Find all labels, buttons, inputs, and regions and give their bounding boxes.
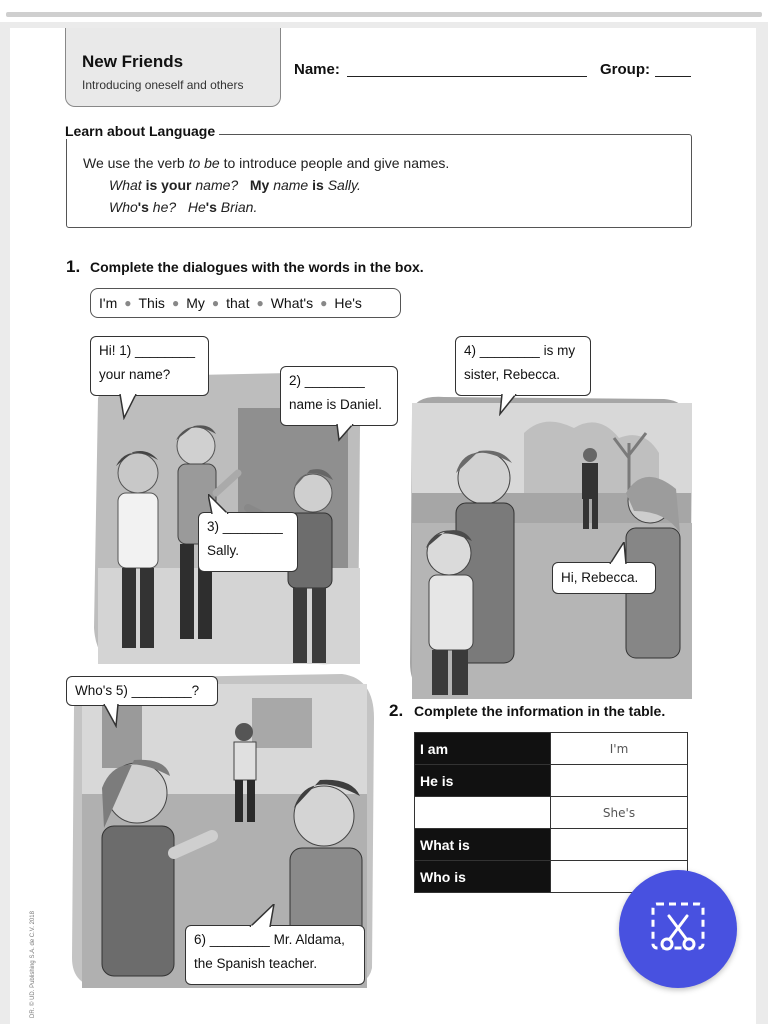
table-row [415, 765, 688, 797]
verb-contraction-table [414, 732, 688, 893]
bubble-text: your name? [99, 367, 171, 382]
table-cell-contraction[interactable] [551, 829, 688, 861]
bubble-text: 4) ________ is my [464, 343, 576, 358]
group-label: Group: [600, 61, 650, 78]
word-item: that [226, 295, 250, 311]
word-item: This [138, 295, 165, 311]
intro-verb: to be [188, 155, 220, 171]
worksheet-title: New Friends [82, 52, 184, 71]
word-separator: ● [211, 296, 220, 310]
name-label: Name: [294, 61, 340, 78]
ex1-bold: is your [145, 177, 192, 193]
bubble-tail [118, 394, 140, 420]
bubble-text: name is Daniel. [289, 397, 383, 412]
bubble-tail [208, 494, 232, 514]
bubble-text: sister, Rebecca. [464, 367, 561, 382]
exercise-1-instruction: Complete the dialogues with the words in the box. [90, 259, 424, 275]
ex2-part: Who [109, 199, 138, 215]
group-blank [655, 76, 691, 77]
bubble-tail [608, 542, 630, 564]
bubble-tail [498, 394, 520, 416]
table-cell-contraction[interactable] [551, 765, 688, 797]
table-cell-full-form: Who is [415, 861, 551, 893]
ex2-part: he? He [148, 199, 206, 215]
word-item: I'm [99, 295, 118, 311]
table-row [415, 733, 688, 765]
ex1-part: name? [191, 177, 250, 193]
ex1-bold: My [249, 177, 270, 193]
learn-about-language-box [66, 134, 692, 228]
word-separator: ● [256, 296, 264, 310]
learn-example-2 [109, 199, 257, 215]
word-separator: ● [171, 296, 180, 310]
intro-text-1: We use the verb [83, 155, 189, 171]
top-bar [0, 0, 768, 22]
table-cell-contraction: She's [551, 797, 688, 829]
speech-bubble-5 [552, 562, 656, 594]
speech-bubble-2 [280, 366, 398, 426]
bubble-tail [102, 704, 124, 728]
word-separator: ● [124, 296, 132, 310]
bubble-text: 3) ________ [207, 519, 283, 534]
copyright-text: DR. © UD. Publishing S.A. de C.V. 2018 [30, 911, 36, 1018]
table-cell-full-form[interactable] [415, 797, 551, 829]
word-separator: ● [320, 296, 328, 310]
speech-bubble-4 [455, 336, 591, 396]
bubble-tail [248, 904, 278, 927]
ex2-part: Brian. [216, 199, 258, 215]
ex1-part: What [109, 177, 146, 193]
word-box [90, 288, 401, 318]
bubble-text: Sally. [207, 543, 240, 558]
title-box [65, 28, 281, 107]
speech-bubble-1 [90, 336, 209, 396]
screenshot-button[interactable] [619, 870, 737, 988]
table-cell-full-form: He is [415, 765, 551, 797]
exercise-2-instruction: Complete the information in the table. [414, 703, 666, 719]
word-item: He's [334, 295, 362, 311]
learn-heading: Learn about Language [65, 123, 219, 139]
word-item: What's [270, 295, 314, 311]
word-item: My [186, 295, 205, 311]
exercise-2-number: 2. [389, 701, 404, 720]
ex2-bold: 's [205, 199, 217, 215]
bubble-text: Who's 5) ________? [75, 683, 200, 698]
screenshot-scissors-icon [619, 870, 737, 988]
table-row [415, 797, 688, 829]
speech-bubble-6 [66, 676, 218, 706]
intro-text-2: to introduce people and give names. [219, 155, 450, 171]
ex2-bold: 's [137, 199, 149, 215]
bubble-text: 2) ________ [289, 373, 365, 388]
bubble-text: Hi, Rebecca. [561, 570, 639, 585]
name-blank [347, 76, 587, 77]
top-bar-line [6, 12, 762, 17]
table-row [415, 829, 688, 861]
table-cell-full-form: I am [415, 733, 551, 765]
ex1-part: Sally. [323, 177, 361, 193]
speech-bubble-3 [198, 512, 298, 572]
worksheet-subtitle: Introducing oneself and others [82, 78, 244, 92]
bubble-tail [335, 424, 357, 442]
ex1-bold: is [312, 177, 324, 193]
exercise-1-number: 1. [66, 257, 81, 276]
ex1-part: name [269, 177, 313, 193]
learn-intro [83, 155, 449, 171]
bubble-text: Hi! 1) ________ [99, 343, 196, 358]
table-cell-contraction[interactable]: I'm [551, 733, 688, 765]
scene-park-illustration [404, 393, 696, 701]
learn-example-1 [109, 177, 361, 193]
table-cell-full-form: What is [415, 829, 551, 861]
bubble-text: 6) ________ Mr. Aldama, [194, 932, 345, 947]
bubble-text: the Spanish teacher. [194, 956, 318, 971]
speech-bubble-7 [185, 925, 365, 985]
